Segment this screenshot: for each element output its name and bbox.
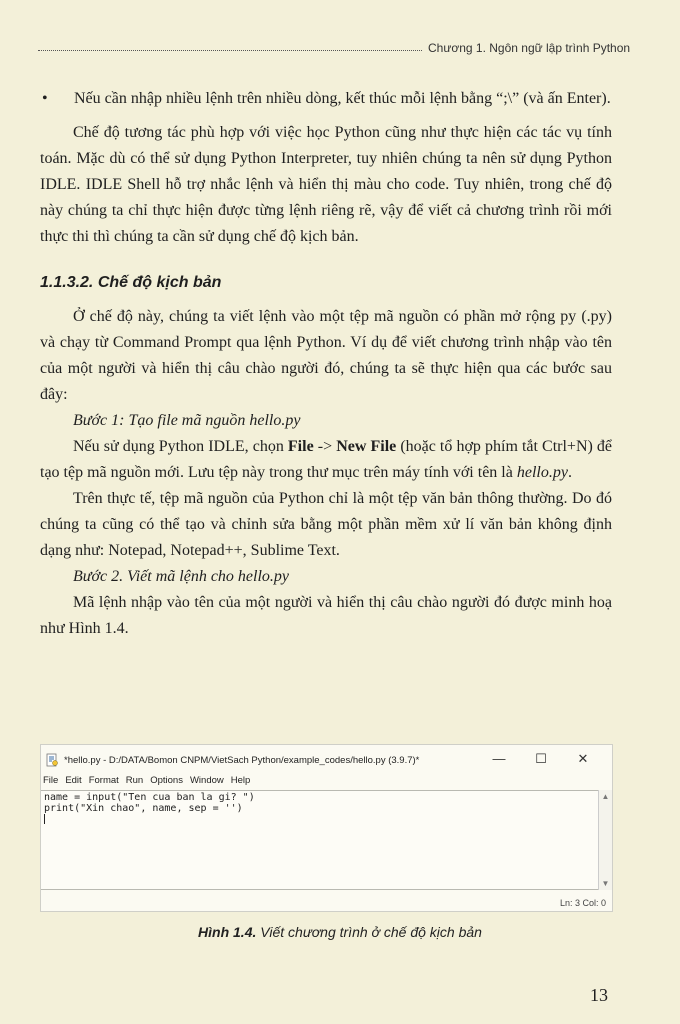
- paragraph-interactive-mode: Chế độ tương tác phù hợp với việc học Python cũng như thực hiện các tác vụ tính toán. Mặc dù có thể sử dụng Python Interpreter, tuy nhiên chúng ta nên sử dụng Python IDLE. IDLE Shell hỗ trợ nhắc lệnh và hiển thị màu cho code. Tuy nhiên, trong chế độ này chúng ta chỉ thực hiện được từng lệnh riêng rẽ, vậy để viết cả chương trình rồi mới thực thi thì chúng ta cần sử dụng chế độ kịch bản.: [40, 124, 612, 245]
- running-header: Chương 1. Ngôn ngữ lập trình Python: [428, 41, 631, 55]
- menu-help[interactable]: Help: [230, 775, 251, 786]
- window-title: *hello.py - D:/DATA/Bomon CNPM/VietSach Python/example_codes/hello.py (3.9.7)*: [64, 754, 420, 766]
- header-rule: [38, 50, 422, 51]
- caption-label: Hình 1.4.: [198, 924, 257, 940]
- text-run: Nếu sử dụng Python IDLE, chọn: [73, 438, 288, 455]
- paragraph-plain-text: Trên thực tế, tệp mã nguồn của Python chỉ là một tệp văn bản thông thường. Do đó chúng ta cũng có thể tạo và chỉnh sửa bằng một phần mềm xử lí văn bản không định dạng như: Notepad, Notepad++, Sublime Text.: [40, 490, 612, 559]
- step-2-heading: Bước 2. Viết mã lệnh cho hello.py: [73, 568, 290, 585]
- menu-edit[interactable]: Edit: [65, 775, 82, 786]
- status-bar: Ln: 3 Col: 0: [559, 898, 606, 908]
- window-titlebar: [41, 745, 612, 775]
- caption-text: Viết chương trình ở chế độ kịch bản: [256, 924, 482, 940]
- page-body: [40, 86, 612, 642]
- step-1-heading: Bước 1: Tạo file mã nguồn hello.py: [73, 412, 301, 429]
- close-button[interactable]: ✕: [577, 751, 589, 766]
- minimize-button[interactable]: —: [492, 751, 506, 766]
- text-run: .: [567, 464, 572, 481]
- text-cursor: [44, 814, 45, 824]
- menu-bar: [41, 775, 612, 789]
- bullet-icon: •: [42, 90, 48, 107]
- python-file-icon: [45, 753, 59, 767]
- window-controls: [478, 751, 604, 767]
- page-number: 13: [590, 985, 608, 1005]
- menu-window[interactable]: Window: [189, 775, 224, 786]
- maximize-button[interactable]: ☐: [535, 751, 547, 766]
- bullet-item: [40, 86, 612, 112]
- paragraph-new-file: [40, 434, 612, 486]
- idle-editor-window: [40, 744, 613, 912]
- section-heading: 1.1.3.2. Chế độ kịch bản: [40, 274, 222, 291]
- menu-options[interactable]: Options: [150, 775, 183, 786]
- menu-run[interactable]: Run: [125, 775, 144, 786]
- paragraph-figure-ref: Mã lệnh nhập vào tên của một người và hiển thị câu chào người đó được minh hoạ như Hình 1.4.: [40, 594, 612, 637]
- new-file-ref: New File: [336, 438, 397, 455]
- code-line: print("Xin chao", name, sep = ''): [44, 803, 243, 814]
- menu-file[interactable]: File: [43, 775, 59, 786]
- scroll-down-icon[interactable]: ▼: [601, 879, 610, 888]
- code-line: name = input("Ten cua ban la gi? "): [44, 792, 255, 803]
- text-run: (hoặc tổ hợp phím tắt Ctrl+N) để tạo tệp mã nguồn mới. Lưu tệp này trong thư mục trên máy tính với tên là: [40, 438, 613, 481]
- bullet-text: Nếu cần nhập nhiều lệnh trên nhiều dòng, kết thúc mỗi lệnh bằng “;\” (và ấn Enter).: [74, 90, 611, 107]
- menu-format[interactable]: Format: [88, 775, 119, 786]
- paragraph-script-mode: Ở chế độ này, chúng ta viết lệnh vào một tệp mã nguồn có phần mở rộng py (.py) và chạy từ Command Prompt qua lệnh Python. Ví dụ để viết chương trình nhập vào tên của một người và hiển thị câu chào người đó, chúng ta sẽ thực hiện qua các bước sau đây:: [40, 308, 612, 403]
- filename-ref: hello.py: [516, 464, 568, 481]
- vertical-scrollbar[interactable]: [598, 790, 612, 890]
- figure-caption: [0, 924, 680, 940]
- scroll-up-icon[interactable]: ▲: [601, 792, 610, 801]
- text-run: ->: [313, 438, 337, 455]
- code-editor[interactable]: [41, 790, 598, 890]
- file-menu-ref: File: [287, 438, 314, 455]
- cursor-line: [44, 814, 595, 827]
